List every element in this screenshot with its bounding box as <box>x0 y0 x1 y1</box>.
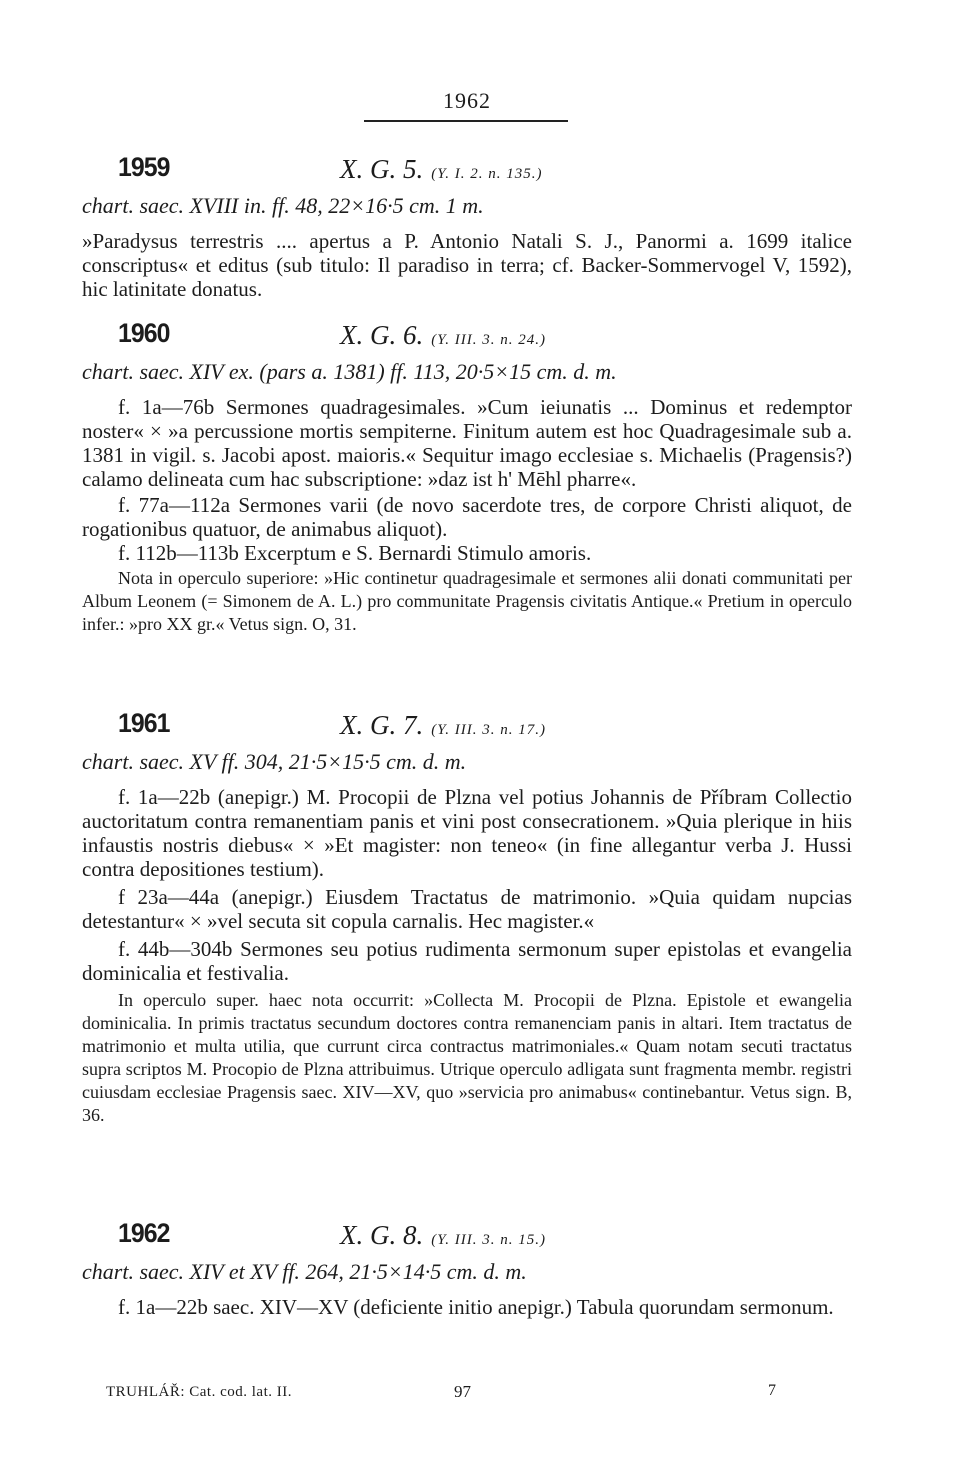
contents-paragraph: f. 1a—22b saec. XIV—XV (deficiente initio anepigr.) Tabula quorundam sermonum. <box>118 1295 834 1319</box>
shelfmark: X. G. 6. (Y. III. 3. n. 24.) <box>340 320 546 350</box>
page-number: 1962 <box>443 88 491 113</box>
entry-number: 1959 <box>118 152 170 182</box>
entry-heading <box>82 1218 852 1258</box>
entry-heading <box>82 318 852 358</box>
entry-number: 1961 <box>118 708 170 738</box>
entry-heading <box>82 152 852 192</box>
old-shelfmark: (Y. III. 3. n. 15.) <box>431 1232 546 1248</box>
entry-number: 1962 <box>118 1218 170 1248</box>
note-paragraph: In operculo super. haec nota occurrit: »Collecta M. Procopii de Plzna. Epistole et ewangelia dominicalia. In primis tractatus secundum doctores contra remanenciam panis in altari. Item tractatus de matrimonio et multa utilia, que currunt circa contractus matrimoniales.« Quam notam secuti tractatus supra scriptos M. Procopio de Plzna attribuimus. Utrique operculo adligata sunt fragmenta membr. registri cuiusdam ecclesiae Pragensis saec. XIV—XV, quo »servicia pro animabus« continebantur. Vetus sign. B, 36. <box>82 990 852 1125</box>
contents-paragraph: f. 44b—304b Sermones seu potius rudimenta sermonum super epistolas et evangelia dominicalia et festivalia. <box>82 937 852 985</box>
contents-paragraph: f. 77a—112a Sermones varii (de novo sacerdote tres, de corpore Christi aliquot, de rogationibus quatuor, de animabus aliquot). <box>82 493 852 541</box>
old-shelfmark: (Y. I. 2. n. 135.) <box>431 166 543 182</box>
entry-number: 1960 <box>118 318 170 348</box>
entry-1959 <box>82 152 852 301</box>
contents-paragraph: f. 1a—76b Sermones quadragesimales. »Cum ieiunatis ... Dominus et redemptor noster« × »a percussione mortis sempiterne. Finitum autem est hoc Quadragesimale sub a. 1381 in vigil. s. Jacobi apost. maioris.« Sequitur imago ecclesiae s. Michaelis (Pragensis?) calamo delineata cum hac subscriptione: »daz ist h' Mēhl pharre«. <box>82 395 852 491</box>
shelfmark: X. G. 8. (Y. III. 3. n. 15.) <box>340 1220 546 1250</box>
note-paragraph: Nota in operculo superiore: »Hic continetur quadragesimale et sermones alii donati communitati per Album Leonem (= Simonem de A. L.) pro communitate Pragensis civitatis Antique.« Pretium in operculo infer.: »pro XX gr.« Vetus sign. O, 31. <box>82 568 852 634</box>
old-shelfmark: (Y. III. 3. n. 24.) <box>431 332 546 348</box>
entry-1960 <box>82 318 852 636</box>
contents-paragraph: »Paradysus terrestris .... apertus a P. Antonio Natali S. J., Panormi a. 1699 italice conscriptus« et editus (sub titulo: Il paradiso in terra; cf. Backer-Sommervogel V, 1592), hic latinitate donatus. <box>82 229 852 301</box>
footer-sheet-number: 97 <box>454 1382 471 1401</box>
physical-description: chart. saec. XVIII in. ff. 48, 22×16·5 cm. 1 m. <box>82 193 484 218</box>
contents-paragraph: f. 1a—22b (anepigr.) M. Procopii de Plzna vel potius Johannis de Příbram Collectio auctoritatum contra remanentiam panis et vini post consecrationem. »Quia plerique in hiis infaustis nostris diebus« × »Et magister: non teneo« (in fine allegantur verba J. Hussi contra depositiones testium). <box>82 785 852 881</box>
contents-paragraph: f 23a—44a (anepigr.) Eiusdem Tractatus de matrimonio. »Quia quidam nupcias detestantur« × »vel secuta sit copula carnalis. Hec magister.« <box>82 885 852 933</box>
entry-heading <box>82 708 852 748</box>
footer-signature-mark: 7 <box>768 1382 776 1399</box>
physical-description: chart. saec. XV ff. 304, 21·5×15·5 cm. d. m. <box>82 749 467 774</box>
contents-paragraph: f. 112b—113b Excerptum e S. Bernardi Stimulo amoris. <box>118 541 592 565</box>
shelfmark: X. G. 7. (Y. III. 3. n. 17.) <box>340 710 546 740</box>
physical-description: chart. saec. XIV et XV ff. 264, 21·5×14·5 cm. d. m. <box>82 1259 527 1284</box>
shelfmark: X. G. 5. (Y. I. 2. n. 135.) <box>340 154 543 184</box>
entry-1962 <box>82 1218 852 1319</box>
page-number-rule <box>364 120 568 122</box>
physical-description: chart. saec. XIV ex. (pars a. 1381) ff. 113, 20·5×15 cm. d. m. <box>82 359 617 384</box>
page-footer <box>82 1382 852 1406</box>
entry-1961 <box>82 708 852 1127</box>
footer-catalogue-title: TRUHLÁŘ: Cat. cod. lat. II. <box>106 1384 292 1400</box>
old-shelfmark: (Y. III. 3. n. 17.) <box>431 722 546 738</box>
